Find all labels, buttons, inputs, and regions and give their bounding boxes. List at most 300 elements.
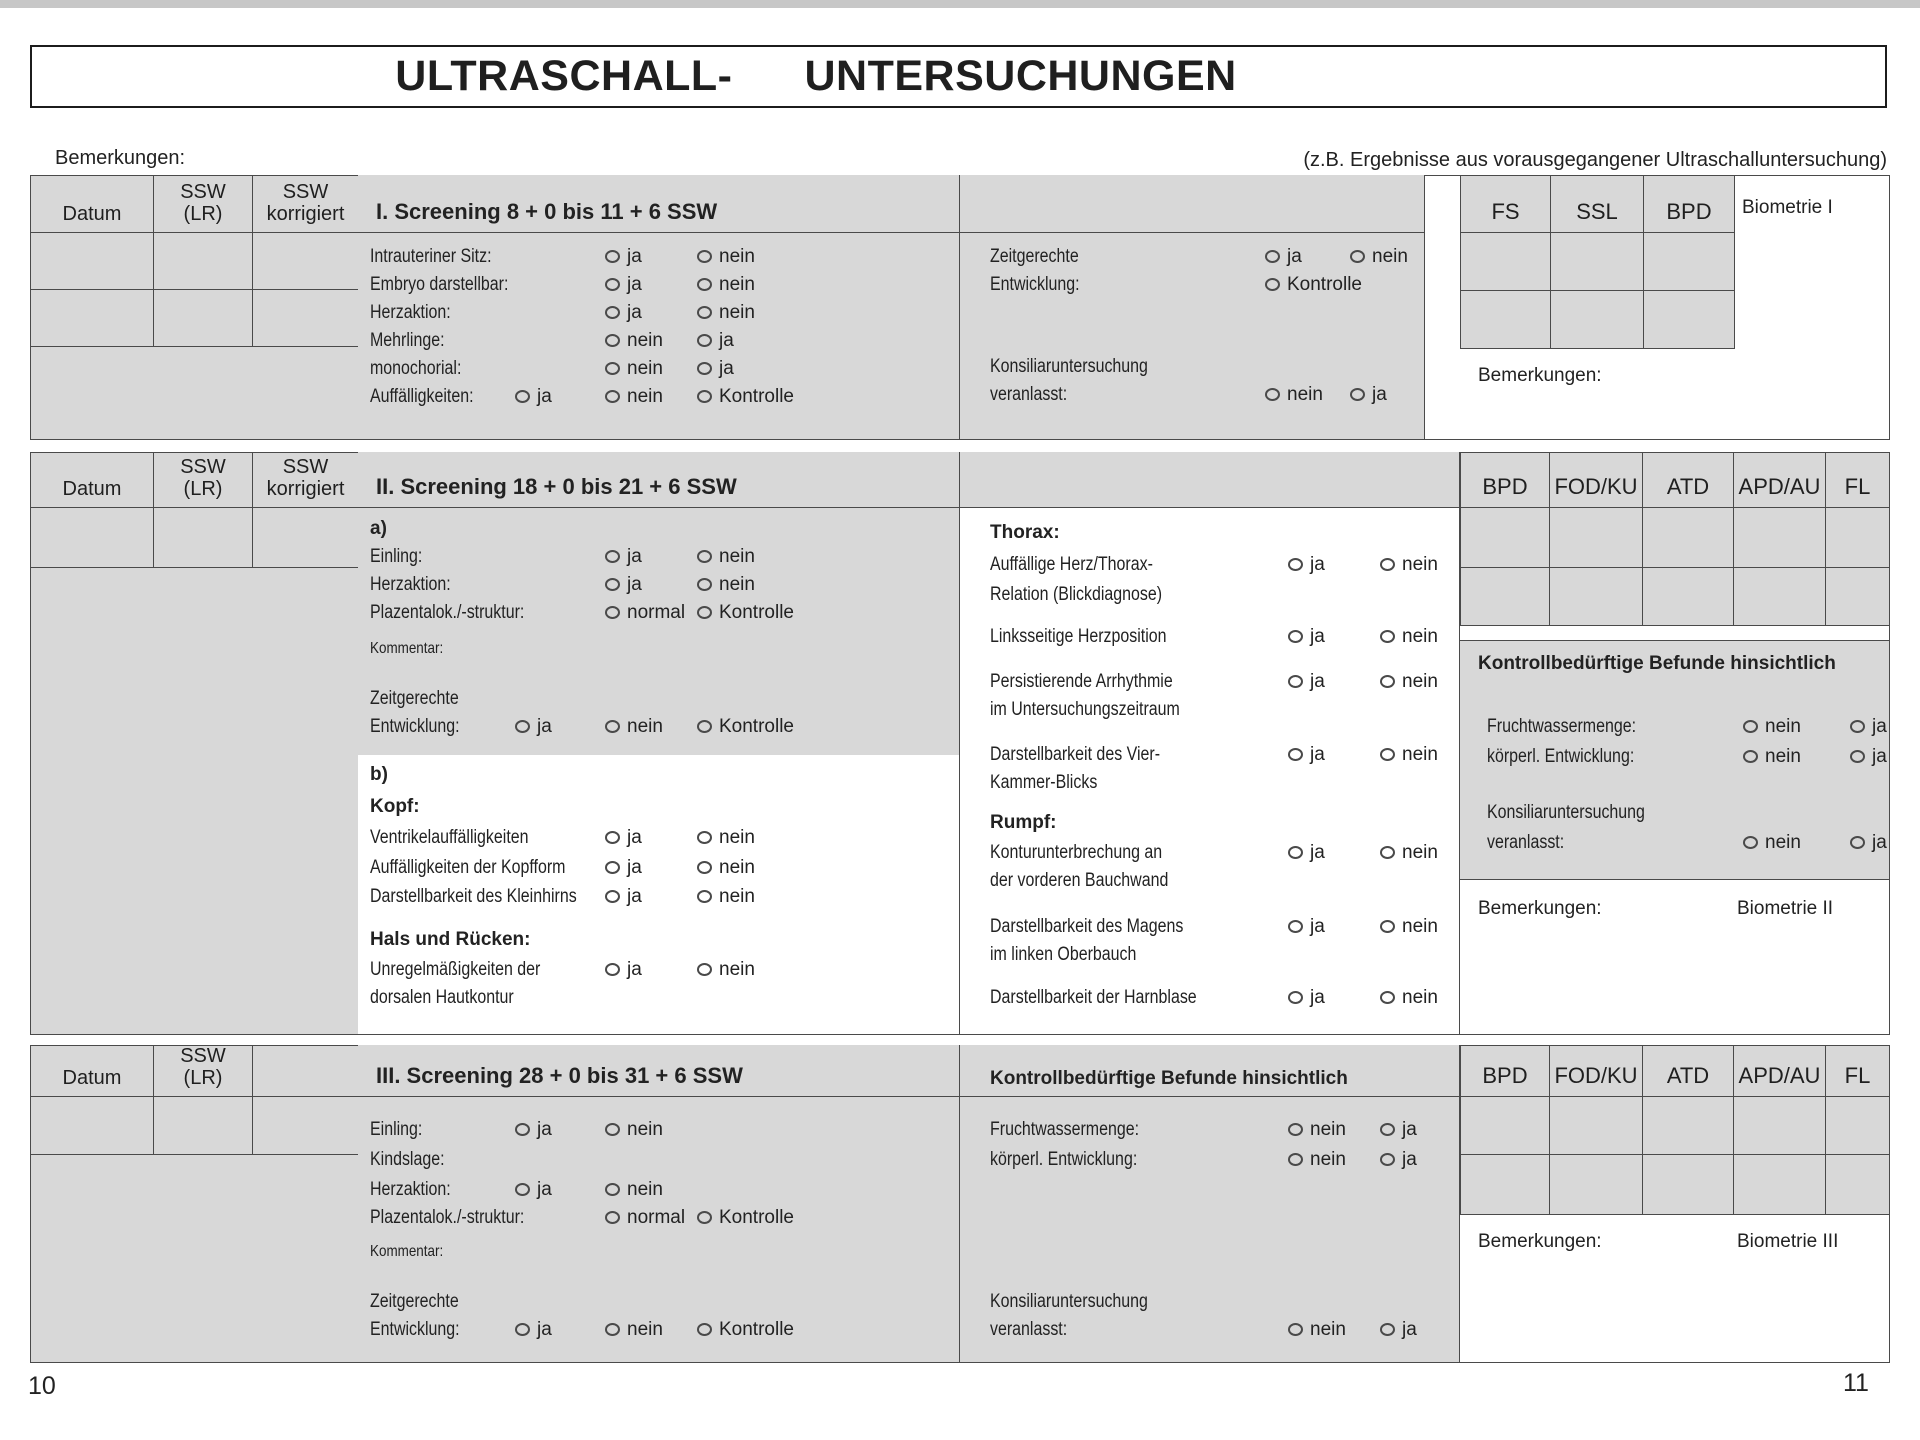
radio-option-label: nein [1402,916,1438,937]
notes-area[interactable] [31,1155,358,1362]
radio-option-label: ja [1310,671,1325,692]
radio-nein[interactable] [1743,831,1801,854]
field-label: Herzaktion: [370,302,451,323]
radio-ja[interactable] [1380,1118,1417,1141]
radio-nein[interactable] [697,573,755,596]
radio-circle-icon [605,831,620,844]
radio-circle-icon [605,890,620,903]
ssw-korrigiert-cell[interactable] [253,290,358,346]
field-label: Einling: [370,546,423,567]
field-label: monochorial: [370,358,462,379]
radio-circle-icon [515,1323,530,1336]
field-label: Kammer-Blicks [990,772,1098,793]
radio-ja[interactable] [1288,743,1325,766]
kommentar-label: Kommentar: [370,1243,444,1260]
kopf-heading: Kopf: [370,796,420,817]
radio-ja[interactable] [1288,915,1325,938]
radio-ja[interactable] [605,958,642,981]
radio-circle-icon [605,1183,620,1196]
field-label: Unregelmäßigkeiten der [370,959,541,980]
radio-option-label: nein [719,302,755,323]
notes-area[interactable] [31,568,358,1034]
col-header-text: ATD [1666,1063,1710,1088]
radio-nein[interactable] [605,329,663,352]
radio-nein[interactable] [605,1118,663,1141]
ssw-lr-cell[interactable] [154,508,252,567]
radio-ja[interactable] [1288,553,1325,576]
radio-option-label: ja [1372,384,1387,405]
value-cell[interactable] [1643,508,1733,567]
field-label: Embryo darstellbar: [370,274,509,295]
radio-normal[interactable] [605,601,685,624]
col-header-atd [1643,453,1733,507]
radio-nein[interactable] [605,357,663,380]
radio-option-label: ja [1310,554,1325,575]
radio-circle-icon [1265,250,1280,263]
radio-normal[interactable] [605,1206,685,1229]
subsection-b-label: b) [370,764,388,785]
col-header-fod-ku [1550,1046,1642,1096]
radio-circle-icon [605,390,620,403]
radio-kontrolle[interactable] [1265,273,1362,296]
radio-circle-icon [605,606,620,619]
radio-nein[interactable] [605,1318,663,1341]
radio-option-label: Kontrolle [719,716,794,737]
col-header-text: BPD [1666,199,1712,224]
field-label: Konsiliaruntersuchung [990,1291,1148,1312]
datum-cell[interactable] [31,508,153,567]
radio-circle-icon [605,550,620,563]
radio-circle-icon [1288,630,1303,643]
radio-nein[interactable] [605,385,663,408]
radio-option-label: nein [1372,246,1408,267]
radio-circle-icon [697,831,712,844]
radio-circle-icon [605,1211,620,1224]
radio-option-label: normal [627,1207,686,1228]
radio-option-label: nein [1402,626,1438,647]
form-title-word2: UNTERSUCHUNGEN [804,52,1237,100]
datum-cell[interactable] [31,233,153,289]
radio-nein[interactable] [1380,670,1438,693]
radio-circle-icon [697,890,712,903]
value-cell[interactable] [1734,1097,1825,1154]
field-label: Herzaktion: [370,1179,451,1200]
radio-circle-icon [605,861,620,874]
col-header-ssw-lr [154,453,252,507]
radio-option-label: nein [719,274,755,295]
col-header-text: FL [1844,1063,1871,1088]
radio-option-label: ja [1402,1149,1417,1170]
radio-option-label: nein [627,1119,663,1140]
radio-nein[interactable] [1380,841,1438,864]
col-header-text: (LR) [183,203,223,225]
screening3-date-grid [30,1045,359,1363]
radio-ja[interactable] [1850,745,1887,768]
col-header-text: SSW [282,456,329,478]
col-header-text: SSW [180,1045,226,1067]
screening1-title: I. Screening 8 + 0 bis 11 + 6 SSW [376,199,718,224]
field-label: Fruchtwassermenge: [1487,716,1637,737]
radio-circle-icon [1288,558,1303,571]
radio-circle-icon [605,578,620,591]
col-header-datum [31,453,153,507]
radio-option-label: nein [627,1319,663,1340]
screening2-title: II. Screening 18 + 0 bis 21 + 6 SSW [376,474,737,499]
radio-nein[interactable] [1288,1318,1346,1341]
field-label: körperl. Entwicklung: [990,1149,1138,1170]
value-cell[interactable] [1551,233,1643,290]
value-cell[interactable] [1826,1155,1889,1214]
radio-option-label: ja [627,546,642,567]
radio-ja[interactable] [515,1178,552,1201]
radio-option-label: Kontrolle [719,1319,794,1340]
col-header-ssl [1551,176,1643,232]
value-cell[interactable] [1644,291,1734,348]
radio-circle-icon [605,334,620,347]
radio-nein[interactable] [1288,1148,1346,1171]
value-cell[interactable] [1643,1097,1733,1154]
value-cell[interactable] [1550,508,1642,567]
radio-option-label: ja [537,716,552,737]
radio-option-label: ja [1310,987,1325,1008]
radio-ja[interactable] [605,856,642,879]
radio-ja[interactable] [515,385,552,408]
radio-circle-icon [1743,836,1758,849]
radio-circle-icon [1288,991,1303,1004]
radio-circle-icon [1288,748,1303,761]
radio-kontrolle[interactable] [697,385,794,408]
radio-option-label: nein [1310,1119,1346,1140]
field-label: Auffällige Herz/Thorax- [990,554,1153,575]
bemerkungen-label: Bemerkungen: [1478,365,1602,386]
radio-nein[interactable] [697,885,755,908]
radio-option-label: nein [719,959,755,980]
col-header-text: korrigiert [266,478,345,500]
radio-nein[interactable] [1380,743,1438,766]
radio-circle-icon [697,550,712,563]
radio-nein[interactable] [1380,553,1438,576]
radio-circle-icon [1380,558,1395,571]
value-cell[interactable] [1826,568,1889,625]
radio-nein[interactable] [697,545,755,568]
radio-nein[interactable] [1265,383,1323,406]
page-number-right: 11 [1843,1369,1869,1397]
radio-option-label: ja [627,246,642,267]
radio-ja[interactable] [605,573,642,596]
radio-option-label: ja [1872,832,1887,853]
radio-nein[interactable] [697,273,755,296]
radio-nein[interactable] [1380,986,1438,1009]
radio-nein[interactable] [697,856,755,879]
biometrie1-grid [1460,175,1735,349]
screening3-title: III. Screening 28 + 0 bis 31 + 6 SSW [376,1063,743,1088]
radio-option-label: nein [1765,832,1801,853]
radio-ja[interactable] [605,301,642,324]
col-header-ssw-korrigiert [253,176,358,232]
field-label: Intrauteriner Sitz: [370,246,492,267]
field-label: der vorderen Bauchwand [990,870,1169,891]
radio-nein[interactable] [697,301,755,324]
field-label: Einling: [370,1119,423,1140]
radio-circle-icon [1380,630,1395,643]
field-label: Zeitgerechte [370,1291,459,1312]
value-cell[interactable] [1550,1097,1642,1154]
radio-circle-icon [1265,388,1280,401]
radio-option-label: ja [537,386,552,407]
radio-option-label: ja [1310,916,1325,937]
value-cell[interactable] [1643,568,1733,625]
radio-circle-icon [1380,1323,1395,1336]
col-header-text: APD/AU [1738,1063,1821,1088]
notes-area[interactable] [31,347,358,439]
ssw-korrigiert-cell[interactable] [253,233,358,289]
radio-option-label: nein [1402,744,1438,765]
ssw-lr-cell[interactable] [154,233,252,289]
value-cell[interactable] [1461,291,1550,348]
radio-option-label: nein [627,716,663,737]
radio-ja[interactable] [1350,383,1387,406]
radio-option-label: nein [1402,554,1438,575]
radio-ja[interactable] [605,545,642,568]
radio-ja[interactable] [515,715,552,738]
ssw-lr-cell[interactable] [154,1097,252,1154]
radio-ja[interactable] [1288,625,1325,648]
value-cell[interactable] [1461,233,1550,290]
datum-cell[interactable] [31,1097,153,1154]
field-label: Herzaktion: [370,574,451,595]
radio-ja[interactable] [1380,1318,1417,1341]
col-header-text: SSW [282,181,329,203]
radio-option-label: Kontrolle [1287,274,1362,295]
radio-option-label: normal [627,602,686,623]
radio-ja[interactable] [1288,986,1325,1009]
radio-circle-icon [1288,675,1303,688]
radio-option-label: ja [1402,1119,1417,1140]
field-label: veranlasst: [990,1319,1068,1340]
radio-nein[interactable] [1350,245,1408,268]
field-label: Relation (Blickdiagnose) [990,584,1163,605]
control-findings-heading: Kontrollbedürftige Befunde hinsichtlich [990,1068,1348,1089]
thorax-heading: Thorax: [990,522,1060,543]
radio-ja[interactable] [697,329,734,352]
radio-circle-icon [1380,1123,1395,1136]
col-header-text: SSW [180,456,226,478]
radio-circle-icon [605,963,620,976]
radio-option-label: nein [1402,842,1438,863]
radio-option-label: nein [1765,716,1801,737]
field-label: Kindslage: [370,1149,445,1170]
radio-circle-icon [515,1183,530,1196]
page-number-left: 10 [28,1372,56,1400]
biometrie1-label: Biometrie I [1742,197,1833,218]
ssw-korrigiert-cell[interactable] [253,508,358,567]
radio-ja[interactable] [1288,841,1325,864]
col-header-text: FOD/KU [1554,1063,1638,1088]
radio-circle-icon [1288,846,1303,859]
radio-circle-icon [1743,720,1758,733]
field-label: Mehrlinge: [370,330,445,351]
radio-circle-icon [697,1211,712,1224]
radio-option-label: nein [627,358,663,379]
radio-circle-icon [697,390,712,403]
col-header-fl [1826,1046,1889,1096]
radio-circle-icon [1288,920,1303,933]
field-label: Persistierende Arrhythmie [990,671,1173,692]
field-label: im linken Oberbauch [990,944,1137,965]
radio-nein[interactable] [697,826,755,849]
kommentar-label: Kommentar: [370,640,444,657]
radio-option-label: ja [627,827,642,848]
biometrie2-grid [1460,452,1890,626]
radio-ja[interactable] [515,1318,552,1341]
field-label: Entwicklung: [370,716,460,737]
radio-option-label: nein [1402,671,1438,692]
col-header-text: Datum [62,203,122,225]
radio-circle-icon [697,606,712,619]
radio-option-label: nein [719,857,755,878]
value-cell[interactable] [1461,508,1549,567]
radio-option-label: ja [719,358,734,379]
radio-option-label: ja [627,857,642,878]
radio-circle-icon [697,578,712,591]
radio-ja[interactable] [1265,245,1302,268]
radio-option-label: ja [627,959,642,980]
value-cell[interactable] [1644,233,1734,290]
radio-nein[interactable] [697,245,755,268]
radio-circle-icon [697,306,712,319]
radio-ja[interactable] [605,273,642,296]
value-cell[interactable] [1643,1155,1733,1214]
radio-nein[interactable] [1288,1118,1346,1141]
radio-ja[interactable] [1850,715,1887,738]
radio-option-label: ja [537,1119,552,1140]
value-cell[interactable] [1550,568,1642,625]
radio-circle-icon [697,861,712,874]
ssw-lr-cell[interactable] [154,290,252,346]
radio-ja[interactable] [605,245,642,268]
radio-option-label: nein [719,574,755,595]
radio-option-label: nein [1402,987,1438,1008]
radio-option-label: nein [719,246,755,267]
radio-nein[interactable] [1743,745,1801,768]
value-cell[interactable] [1461,568,1549,625]
value-cell[interactable] [1826,508,1889,567]
field-label: Plazentalok./-struktur: [370,602,525,623]
value-cell[interactable] [1461,1097,1549,1154]
radio-option-label: Kontrolle [719,602,794,623]
field-label: Zeitgerechte [990,246,1079,267]
biometrie2-label: Biometrie II [1737,898,1834,919]
page-edge-strip [0,0,1920,8]
radio-nein[interactable] [1380,915,1438,938]
radio-circle-icon [1380,1153,1395,1166]
radio-nein[interactable] [1743,715,1801,738]
radio-ja[interactable] [605,826,642,849]
value-cell[interactable] [1826,1097,1889,1154]
radio-option-label: nein [627,386,663,407]
radio-ja[interactable] [1850,831,1887,854]
rumpf-heading: Rumpf: [990,812,1057,833]
radio-kontrolle[interactable] [697,601,794,624]
radio-ja[interactable] [1380,1148,1417,1171]
radio-circle-icon [515,720,530,733]
radio-nein[interactable] [605,1178,663,1201]
value-cell[interactable] [1734,1155,1825,1214]
col-header-text: korrigiert [266,203,345,225]
radio-ja[interactable] [697,357,734,380]
value-cell[interactable] [1550,1155,1642,1214]
radio-kontrolle[interactable] [697,715,794,738]
radio-circle-icon [697,963,712,976]
col-header-text: BPD [1482,474,1528,499]
field-label: Zeitgerechte [370,688,459,709]
radio-circle-icon [515,1123,530,1136]
empty-cell[interactable] [253,1097,358,1154]
radio-circle-icon [1850,720,1865,733]
radio-nein[interactable] [1380,625,1438,648]
radio-circle-icon [1380,846,1395,859]
radio-ja[interactable] [1288,670,1325,693]
radio-circle-icon [697,1323,712,1336]
radio-nein[interactable] [605,715,663,738]
col-header-fl [1826,453,1889,507]
screening2-date-grid [30,452,359,1035]
biometrie3-grid [1460,1045,1890,1215]
radio-option-label: nein [1310,1149,1346,1170]
radio-circle-icon [515,390,530,403]
radio-circle-icon [697,334,712,347]
radio-kontrolle[interactable] [697,1318,794,1341]
radio-option-label: ja [627,274,642,295]
radio-circle-icon [1380,675,1395,688]
radio-nein[interactable] [697,958,755,981]
col-header-text: FOD/KU [1554,474,1638,499]
radio-option-label: ja [719,330,734,351]
radio-circle-icon [1380,920,1395,933]
col-header-text: APD/AU [1738,474,1821,499]
form-title-box [30,45,1887,108]
radio-option-label: ja [1287,246,1302,267]
col-header-apd-au [1734,453,1825,507]
field-label: körperl. Entwicklung: [1487,746,1635,767]
radio-option-label: nein [719,546,755,567]
radio-circle-icon [605,1323,620,1336]
value-cell[interactable] [1734,508,1825,567]
screening2-header-spacer [960,452,1460,508]
radio-ja[interactable] [515,1118,552,1141]
radio-kontrolle[interactable] [697,1206,794,1229]
col-header-apd-au [1734,1046,1825,1096]
value-cell[interactable] [1734,568,1825,625]
field-label: Darstellbarkeit des Vier- [990,744,1161,765]
radio-option-label: ja [537,1179,552,1200]
radio-circle-icon [1350,250,1365,263]
radio-option-label: ja [1872,716,1887,737]
radio-ja[interactable] [605,885,642,908]
field-label: Ventrikelauffälligkeiten [370,827,529,848]
bemerkungen-label: Bemerkungen: [1478,1231,1602,1252]
value-cell[interactable] [1461,1155,1549,1214]
datum-cell[interactable] [31,290,153,346]
field-label: Konsiliaruntersuchung [1487,802,1645,823]
remarks-note: (z.B. Ergebnisse aus vorausgegangener Ultraschalluntersuchung) [1303,149,1887,171]
value-cell[interactable] [1551,291,1643,348]
col-header-bpd [1461,1046,1549,1096]
radio-circle-icon [697,250,712,263]
field-label: Linksseitige Herzposition [990,626,1167,647]
radio-option-label: Kontrolle [719,386,794,407]
radio-circle-icon [1288,1123,1303,1136]
